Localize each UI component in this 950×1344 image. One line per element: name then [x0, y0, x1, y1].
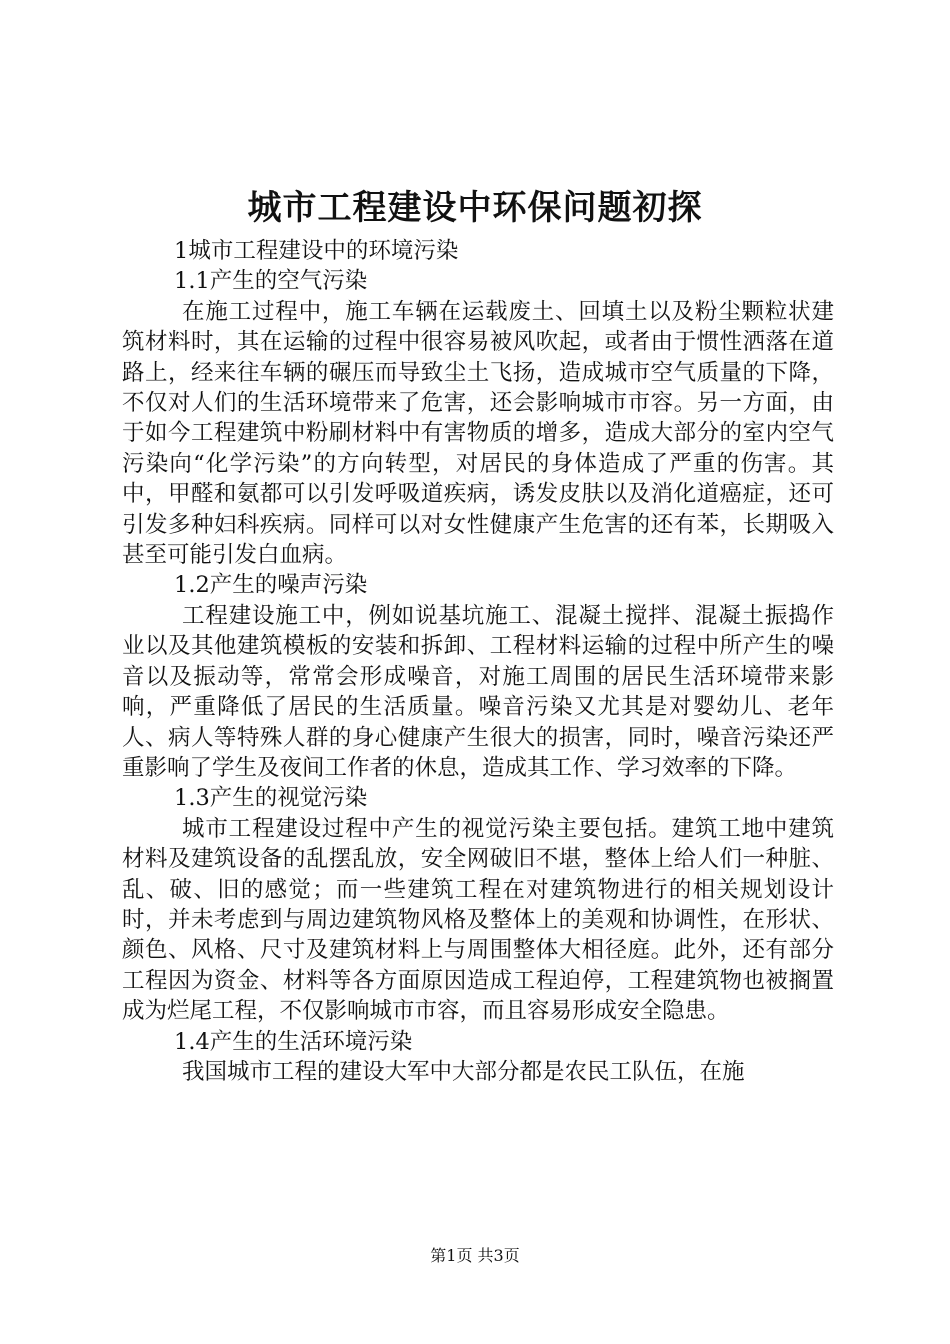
section-heading-1-3: 1.3产生的视觉污染 — [174, 785, 368, 812]
paragraph-air-pollution: 在施工过程中，施工车辆在运载废土、回填土以及粉尘颗粒状建筑材料时，其在运输的过程中很容易被风吹起，或者由于惯性洒落在道路上，经来往车辆的碾压而导致尘土飞扬，造成城市空气质量的下降，不仅对人们的生活环境带来了危害，还会影响城市市容。另一方面，由于如今工程建筑中粉刷材料中有害物质的增多，造成大部分的室内空气污染向“化学污染”的方向转型，对居民的身体造成了严重的伤害。其中，甲醛和氨都可以引发呼吸道疾病，诱发皮肤以及消化道癌症，还可引发多种妇科疾病。同样可以对女性健康产生危害的还有苯，长期吸入甚至可能引发白血病。 — [122, 298, 834, 569]
section-heading-1-1: 1.1产生的空气污染 — [174, 268, 368, 295]
section-heading-1: 1城市工程建设中的环境污染 — [174, 238, 459, 264]
section-heading-1-4: 1.4产生的生活环境污染 — [174, 1028, 413, 1055]
paragraph-noise-pollution: 工程建设施工中，例如说基坑施工、混凝土搅拌、混凝土振捣作业以及其他建筑模板的安装和拆卸、工程材料运输的过程中所产生的噪音以及振动等，常常会形成噪音，对施工周围的居民生活环境带来影响，严重降低了居民的生活质量。噪音污染又尤其是对婴幼儿、老年人、病人等特殊人群的身心健康产生很大的损害，同时，噪音污染还严重影响了学生及夜间工作者的休息，造成其工作、学习效率的下降。 — [122, 602, 834, 781]
page-footer: 第1页 共3页 — [430, 1246, 520, 1265]
paragraph-living-environment: 我国城市工程的建设大军中大部分都是农民工队伍，在施 — [182, 1058, 745, 1085]
section-heading-1-2: 1.2产生的噪声污染 — [174, 572, 368, 599]
document-body — [122, 236, 834, 1087]
paragraph-visual-pollution: 城市工程建设过程中产生的视觉污染主要包括。建筑工地中建筑材料及建筑设备的乱摆乱放，安全网破旧不堪，整体上给人们一种脏、乱、破、旧的感觉；而一些建筑工程在对建筑物进行的相关规划设计时，并未考虑到与周边建筑物风格及整体上的美观和协调性，在形状、颜色、风格、尺寸及建筑材料上与周围整体大相径庭。此外，还有部分工程因为资金、材料等各方面原因造成工程迫停，工程建筑物也被搁置成为烂尾工程，不仅影响城市市容，而且容易形成安全隐患。 — [122, 815, 834, 1025]
document-title: 城市工程建设中环保问题初探 — [247, 188, 703, 228]
